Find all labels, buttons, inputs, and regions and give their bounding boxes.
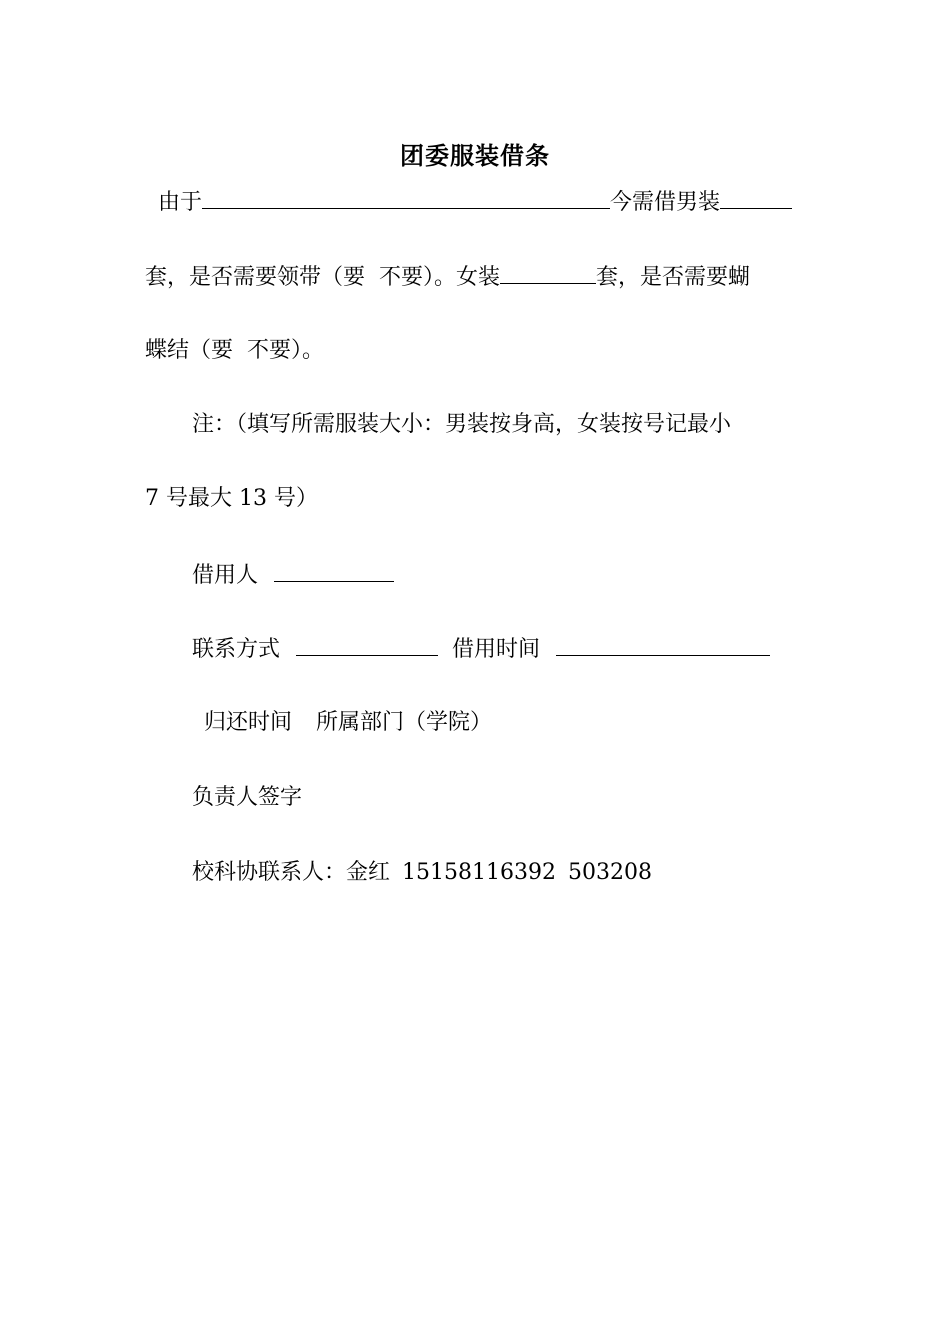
mens-suit-count-blank[interactable] bbox=[720, 186, 792, 209]
note-line-1: 注：（填写所需服装大小：男装按身高，女装按号记最小 bbox=[192, 412, 732, 437]
contact-person-phone: 15158116392 bbox=[402, 860, 556, 885]
return-line bbox=[204, 708, 492, 738]
bowtie-option-end: 不要）。 bbox=[247, 338, 325, 363]
borrower-blank[interactable] bbox=[274, 559, 394, 582]
contact-blank[interactable] bbox=[296, 633, 438, 656]
reason-line bbox=[158, 186, 792, 218]
reason-prefix: 由于 bbox=[158, 190, 203, 215]
note-line-2: 7 号最大 13 号） bbox=[145, 486, 318, 511]
womens-suit-label: 不要）。女装 bbox=[379, 265, 501, 290]
mens-suit-label: 今需借男装 bbox=[610, 190, 721, 215]
tie-line bbox=[145, 261, 750, 293]
contact-line bbox=[192, 633, 770, 665]
borrow-time-label: 借用时间 bbox=[452, 637, 541, 662]
contact-person-short-number: 503208 bbox=[567, 860, 652, 885]
womens-suit-count-blank[interactable] bbox=[500, 261, 596, 284]
borrow-time-blank[interactable] bbox=[556, 633, 770, 656]
return-time-label: 归还时间 bbox=[204, 710, 293, 735]
department-label: 所属部门（学院） bbox=[316, 710, 493, 735]
document-title: 团委服装借条 bbox=[400, 141, 550, 170]
signature-line: 负责人签字 bbox=[192, 785, 303, 810]
contact-person-line bbox=[192, 858, 652, 888]
bowtie-question: 套，是否需要蝴 bbox=[596, 265, 751, 290]
borrower-label: 借用人 bbox=[192, 563, 259, 588]
borrower-line bbox=[192, 559, 394, 591]
tie-question: 套，是否需要领带（要 bbox=[145, 265, 366, 290]
bowtie-line bbox=[145, 336, 324, 366]
contact-person-label: 校科协联系人：金红 bbox=[192, 860, 391, 885]
reason-blank[interactable] bbox=[202, 186, 610, 209]
bowtie-option: 蝶结（要 bbox=[145, 338, 234, 363]
contact-label: 联系方式 bbox=[192, 637, 281, 662]
